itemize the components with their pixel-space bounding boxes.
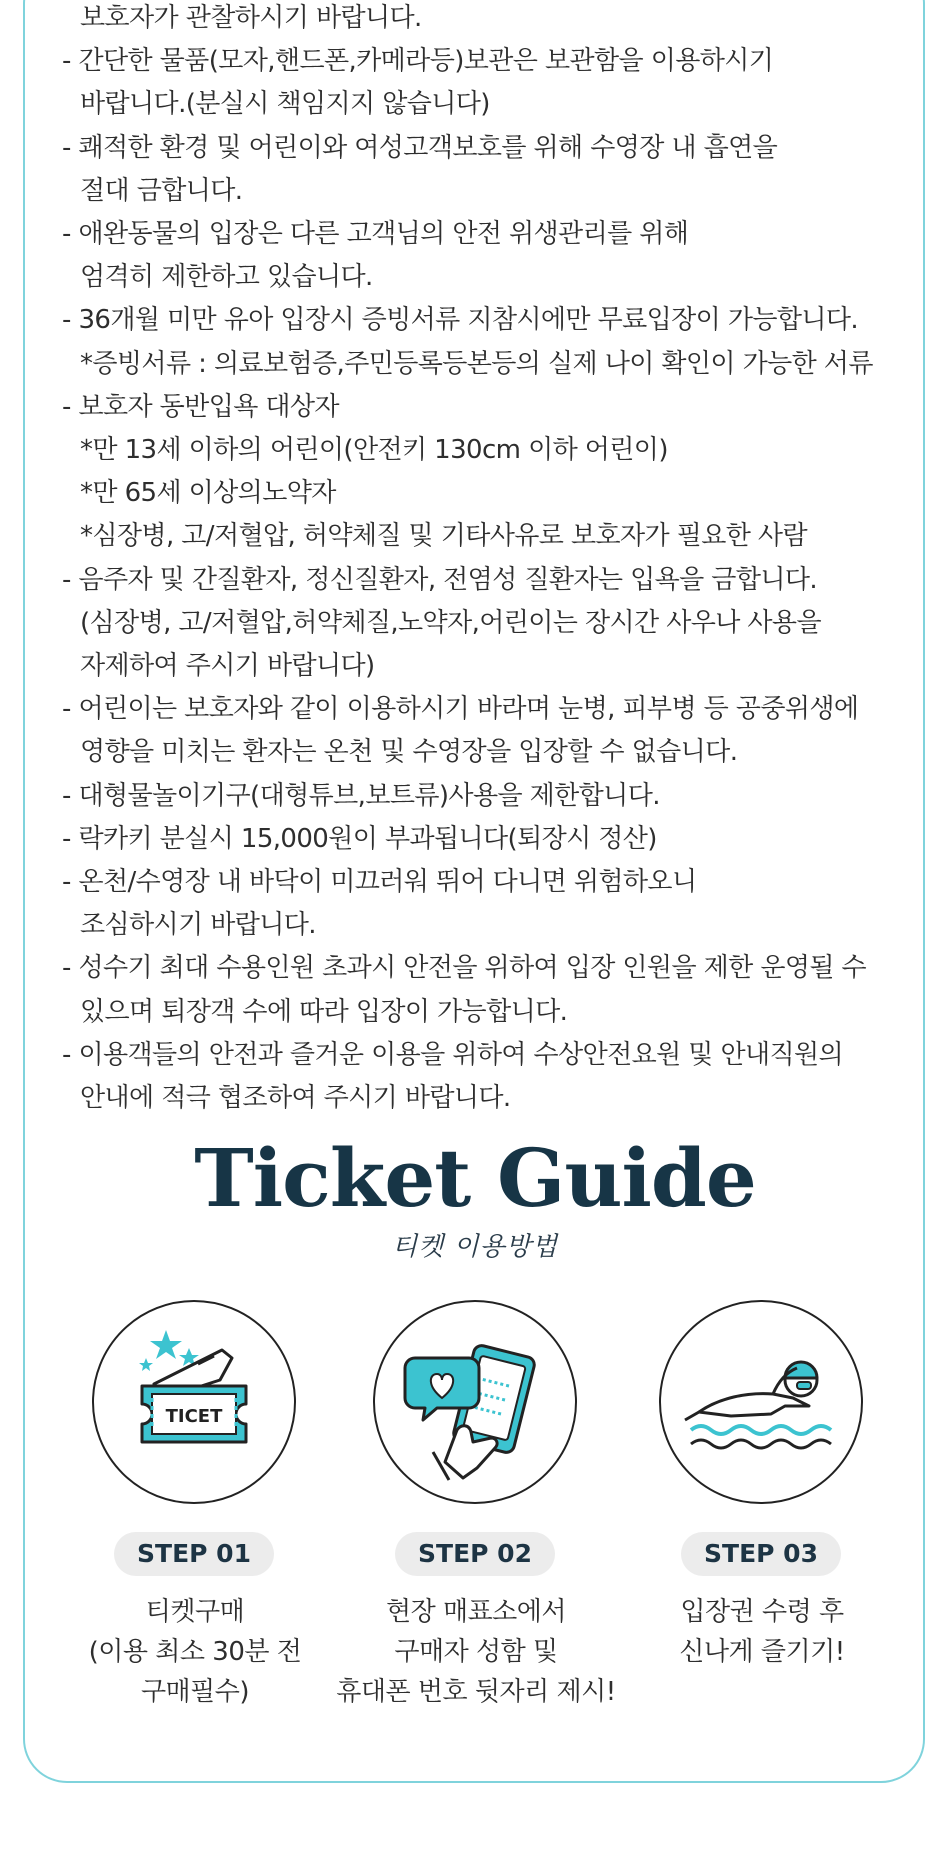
notice-line: 절대 금합니다. [80,175,243,206]
notice-line: - 36개월 미만 유아 입장시 증빙서류 지참시에만 무료입장이 가능합니다. [62,305,859,336]
notice-line: - 애완동물의 입장은 다른 고객님의 안전 위생관리를 위해 [62,219,689,249]
step-2-desc-line: 휴대폰 번호 뒷자리 제시! [336,1677,616,1707]
step-2-circle [373,1300,577,1504]
notice-line: *증빙서류 : 의료보험증,주민등록등본등의 실제 나이 확인이 가능한 서류 [80,348,873,379]
swimmer-icon [661,1302,861,1502]
notice-line: - 간단한 물품(모자,핸드폰,카메라등)보관은 보관함을 이용하시기 [62,46,774,77]
step-1-desc-line: (이용 최소 30분 전 [88,1637,302,1667]
notice-line: - 락카키 분실시 15,000원이 부과됩니다(퇴장시 정산) [62,823,657,854]
step-1-desc-line: 구매필수) [140,1677,250,1707]
notice-line: *심장병, 고/저혈압, 허약체질 및 기타사유로 보호자가 필요한 사람 [80,521,807,552]
page-subtitle: 티켓 이용방법 [392,1232,558,1262]
notice-line: - 음주자 및 간질환자, 정신질환자, 전염성 질환자는 입욕을 금합니다. [62,564,818,595]
page-title: Ticket Guide [194,1131,756,1225]
notice-line: *만 13세 이하의 어린이(안전키 130cm 이하 어린이) [80,435,668,465]
step-3-desc-line: 입장권 수령 후 [680,1597,844,1627]
notice-line: 보호자가 관찰하시기 바랍니다. [80,3,422,33]
ticket-text: TICET [165,1406,223,1427]
phone-chat-icon [375,1302,575,1502]
step-2-desc [326,1592,626,1712]
notice-line: - 성수기 최대 수용인원 초과시 안전을 위하여 입장 인원을 제한 운영될 수 [62,953,867,984]
step-3-desc [612,1592,912,1672]
notice-line: 엄격히 제한하고 있습니다. [80,262,373,293]
notice-line: - 이용객들의 안전과 즐거운 이용을 위하여 수상안전요원 및 안내직원의 [62,1039,844,1070]
notice-line: (심장병, 고/저혈압,허약체질,노약자,어린이는 장시간 사우나 사용을 [80,607,821,638]
step-1-label: STEP 01 [114,1532,274,1576]
notice-line: 안내에 적극 협조하여 주시기 바랍니다. [80,1083,511,1113]
step-2-desc-line: 구매자 성함 및 [394,1637,558,1667]
notice-line: 바랍니다.(분실시 책임지지 않습니다) [80,89,490,120]
notice-line: - 대형물놀이기구(대형튜브,보트류)사용을 제한합니다. [62,780,660,811]
notice-line: *만 65세 이상의노약자 [80,478,336,509]
step-3-label: STEP 03 [681,1532,841,1576]
ticket-icon [94,1302,294,1502]
notice-line: - 어린이는 보호자와 같이 이용하시기 바라며 눈병, 피부병 등 공중위생에 [62,694,859,725]
steps-row [0,1300,950,1740]
step-3-circle [659,1300,863,1504]
notice-line: - 보호자 동반입욕 대상자 [62,391,339,422]
notice-line: 조심하시기 바랍니다. [80,910,316,941]
step-2-desc-line: 현장 매표소에서 [385,1597,567,1627]
notice-line: 자제하여 주시기 바랍니다) [80,651,375,681]
step-1-desc-line: 티켓구매 [145,1597,245,1627]
notice-line: 있으며 퇴장객 수에 따라 입장이 가능합니다. [80,996,568,1027]
step-2-label: STEP 02 [395,1532,555,1576]
step-3-desc-line: 신나게 즐기기! [679,1637,845,1667]
step-1-circle [92,1300,296,1504]
notice-line: - 온천/수영장 내 바닥이 미끄러워 뛰어 다니면 위험하오니 [62,867,697,897]
step-1-desc [45,1592,345,1712]
notice-line: 영향을 미치는 환자는 온천 및 수영장을 입장할 수 없습니다. [80,737,738,768]
notice-line: - 쾌적한 환경 및 어린이와 여성고객보호를 위해 수영장 내 흡연을 [62,132,778,163]
